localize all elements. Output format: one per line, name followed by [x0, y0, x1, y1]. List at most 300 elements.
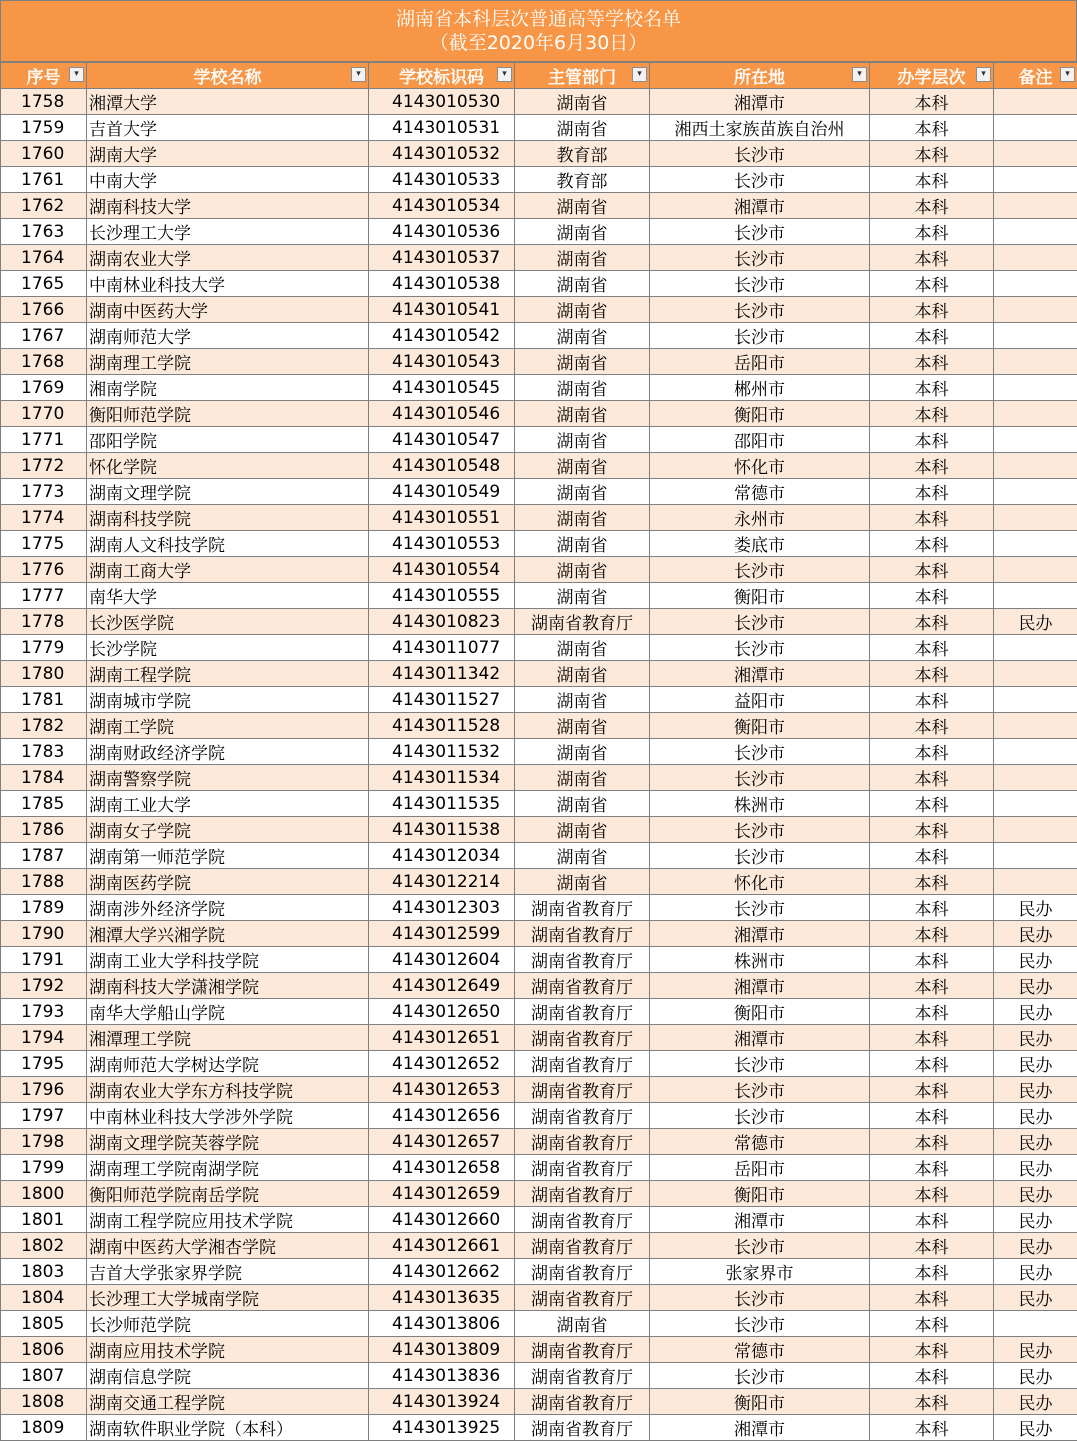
cell-department[interactable]: 湖南省 — [515, 479, 650, 505]
cell-note[interactable]: 民办 — [994, 609, 1077, 635]
cell-note[interactable] — [994, 765, 1077, 791]
cell-level[interactable]: 本科 — [870, 973, 994, 999]
cell-level[interactable]: 本科 — [870, 453, 994, 479]
cell-location[interactable]: 长沙市 — [650, 739, 870, 765]
cell-school-name[interactable]: 中南大学 — [87, 167, 369, 193]
cell-school-name[interactable]: 湘潭大学兴湘学院 — [87, 921, 369, 947]
cell-note[interactable]: 民办 — [994, 1259, 1077, 1285]
cell-level[interactable]: 本科 — [870, 427, 994, 453]
cell-school-code[interactable]: 4143012660 — [369, 1207, 515, 1233]
cell-department[interactable]: 湖南省 — [515, 739, 650, 765]
cell-department[interactable]: 湖南省教育厅 — [515, 1389, 650, 1415]
cell-seq[interactable]: 1805 — [1, 1311, 87, 1337]
cell-level[interactable]: 本科 — [870, 531, 994, 557]
cell-location[interactable]: 娄底市 — [650, 531, 870, 557]
cell-note[interactable] — [994, 869, 1077, 895]
cell-level[interactable]: 本科 — [870, 401, 994, 427]
cell-location[interactable]: 怀化市 — [650, 869, 870, 895]
cell-school-code[interactable]: 4143012658 — [369, 1155, 515, 1181]
cell-department[interactable]: 湖南省 — [515, 583, 650, 609]
cell-school-name[interactable]: 湘潭理工学院 — [87, 1025, 369, 1051]
cell-level[interactable]: 本科 — [870, 1311, 994, 1337]
cell-school-code[interactable]: 4143012599 — [369, 921, 515, 947]
cell-seq[interactable]: 1803 — [1, 1259, 87, 1285]
cell-school-name[interactable]: 衡阳师范学院南岳学院 — [87, 1181, 369, 1207]
cell-department[interactable]: 湖南省教育厅 — [515, 609, 650, 635]
cell-location[interactable]: 长沙市 — [650, 1363, 870, 1389]
cell-level[interactable]: 本科 — [870, 557, 994, 583]
cell-location[interactable]: 湘潭市 — [650, 661, 870, 687]
cell-level[interactable]: 本科 — [870, 1285, 994, 1311]
cell-seq[interactable]: 1783 — [1, 739, 87, 765]
cell-seq[interactable]: 1787 — [1, 843, 87, 869]
cell-school-code[interactable]: 4143012214 — [369, 869, 515, 895]
cell-level[interactable]: 本科 — [870, 661, 994, 687]
cell-school-name[interactable]: 湖南软件职业学院（本科） — [87, 1415, 369, 1441]
cell-note[interactable] — [994, 583, 1077, 609]
cell-seq[interactable]: 1760 — [1, 141, 87, 167]
cell-location[interactable]: 长沙市 — [650, 609, 870, 635]
cell-level[interactable]: 本科 — [870, 713, 994, 739]
cell-seq[interactable]: 1767 — [1, 323, 87, 349]
cell-department[interactable]: 湖南省 — [515, 271, 650, 297]
cell-level[interactable]: 本科 — [870, 1181, 994, 1207]
cell-school-name[interactable]: 长沙学院 — [87, 635, 369, 661]
cell-department[interactable]: 湖南省 — [515, 89, 650, 115]
cell-level[interactable]: 本科 — [870, 999, 994, 1025]
cell-seq[interactable]: 1780 — [1, 661, 87, 687]
cell-department[interactable]: 湖南省 — [515, 401, 650, 427]
cell-school-name[interactable]: 长沙师范学院 — [87, 1311, 369, 1337]
cell-seq[interactable]: 1802 — [1, 1233, 87, 1259]
cell-department[interactable]: 湖南省教育厅 — [515, 1259, 650, 1285]
cell-note[interactable]: 民办 — [994, 999, 1077, 1025]
cell-department[interactable]: 湖南省 — [515, 297, 650, 323]
cell-note[interactable]: 民办 — [994, 1389, 1077, 1415]
cell-school-code[interactable]: 4143012604 — [369, 947, 515, 973]
cell-school-name[interactable]: 湖南文理学院芙蓉学院 — [87, 1129, 369, 1155]
cell-school-name[interactable]: 湖南中医药大学湘杏学院 — [87, 1233, 369, 1259]
cell-department[interactable]: 湖南省教育厅 — [515, 1285, 650, 1311]
cell-department[interactable]: 湖南省 — [515, 557, 650, 583]
cell-level[interactable]: 本科 — [870, 1233, 994, 1259]
cell-note[interactable] — [994, 167, 1077, 193]
cell-note[interactable]: 民办 — [994, 1155, 1077, 1181]
cell-location[interactable]: 长沙市 — [650, 167, 870, 193]
cell-seq[interactable]: 1761 — [1, 167, 87, 193]
cell-note[interactable] — [994, 505, 1077, 531]
cell-level[interactable]: 本科 — [870, 479, 994, 505]
cell-school-name[interactable]: 湖南工商大学 — [87, 557, 369, 583]
cell-seq[interactable]: 1799 — [1, 1155, 87, 1181]
cell-level[interactable]: 本科 — [870, 635, 994, 661]
cell-school-name[interactable]: 湖南医药学院 — [87, 869, 369, 895]
cell-note[interactable] — [994, 245, 1077, 271]
dropdown-filter-icon[interactable]: ▾ — [852, 67, 867, 82]
cell-department[interactable]: 湖南省 — [515, 817, 650, 843]
cell-note[interactable]: 民办 — [994, 1077, 1077, 1103]
cell-note[interactable]: 民办 — [994, 947, 1077, 973]
cell-school-name[interactable]: 湖南科技大学 — [87, 193, 369, 219]
cell-level[interactable]: 本科 — [870, 921, 994, 947]
cell-school-code[interactable]: 4143011538 — [369, 817, 515, 843]
cell-school-name[interactable]: 湖南科技大学潇湘学院 — [87, 973, 369, 999]
cell-location[interactable]: 长沙市 — [650, 1051, 870, 1077]
cell-note[interactable]: 民办 — [994, 973, 1077, 999]
cell-location[interactable]: 株洲市 — [650, 947, 870, 973]
cell-seq[interactable]: 1773 — [1, 479, 87, 505]
cell-level[interactable]: 本科 — [870, 245, 994, 271]
cell-school-name[interactable]: 湘南学院 — [87, 375, 369, 401]
cell-department[interactable]: 湖南省教育厅 — [515, 895, 650, 921]
cell-note[interactable] — [994, 323, 1077, 349]
cell-school-code[interactable]: 4143012653 — [369, 1077, 515, 1103]
cell-level[interactable]: 本科 — [870, 843, 994, 869]
cell-level[interactable]: 本科 — [870, 297, 994, 323]
cell-location[interactable]: 湘潭市 — [650, 1415, 870, 1441]
cell-department[interactable]: 湖南省教育厅 — [515, 1415, 650, 1441]
cell-level[interactable]: 本科 — [870, 1259, 994, 1285]
cell-department[interactable]: 湖南省教育厅 — [515, 921, 650, 947]
cell-seq[interactable]: 1782 — [1, 713, 87, 739]
cell-department[interactable]: 湖南省 — [515, 219, 650, 245]
cell-school-code[interactable]: 4143011527 — [369, 687, 515, 713]
cell-school-name[interactable]: 湖南第一师范学院 — [87, 843, 369, 869]
cell-level[interactable]: 本科 — [870, 1051, 994, 1077]
cell-level[interactable]: 本科 — [870, 1025, 994, 1051]
cell-location[interactable]: 湘潭市 — [650, 193, 870, 219]
cell-department[interactable]: 湖南省 — [515, 349, 650, 375]
cell-school-name[interactable]: 湖南涉外经济学院 — [87, 895, 369, 921]
cell-level[interactable]: 本科 — [870, 1415, 994, 1441]
cell-seq[interactable]: 1795 — [1, 1051, 87, 1077]
cell-note[interactable] — [994, 661, 1077, 687]
cell-seq[interactable]: 1777 — [1, 583, 87, 609]
cell-note[interactable]: 民办 — [994, 1337, 1077, 1363]
cell-school-code[interactable]: 4143010543 — [369, 349, 515, 375]
cell-location[interactable]: 长沙市 — [650, 1103, 870, 1129]
cell-note[interactable] — [994, 375, 1077, 401]
cell-school-name[interactable]: 长沙理工大学城南学院 — [87, 1285, 369, 1311]
cell-school-code[interactable]: 4143010555 — [369, 583, 515, 609]
cell-school-name[interactable]: 湖南科技学院 — [87, 505, 369, 531]
cell-seq[interactable]: 1774 — [1, 505, 87, 531]
cell-location[interactable]: 永州市 — [650, 505, 870, 531]
cell-seq[interactable]: 1790 — [1, 921, 87, 947]
cell-level[interactable]: 本科 — [870, 193, 994, 219]
cell-department[interactable]: 湖南省教育厅 — [515, 999, 650, 1025]
cell-school-code[interactable]: 4143010530 — [369, 89, 515, 115]
cell-note[interactable]: 民办 — [994, 921, 1077, 947]
cell-school-code[interactable]: 4143010537 — [369, 245, 515, 271]
cell-location[interactable]: 常德市 — [650, 479, 870, 505]
cell-seq[interactable]: 1769 — [1, 375, 87, 401]
cell-location[interactable]: 长沙市 — [650, 297, 870, 323]
cell-school-code[interactable]: 4143012656 — [369, 1103, 515, 1129]
cell-school-code[interactable]: 4143010533 — [369, 167, 515, 193]
cell-level[interactable]: 本科 — [870, 167, 994, 193]
cell-note[interactable]: 民办 — [994, 1181, 1077, 1207]
cell-note[interactable]: 民办 — [994, 1051, 1077, 1077]
cell-location[interactable]: 湘潭市 — [650, 1025, 870, 1051]
cell-school-code[interactable]: 4143010823 — [369, 609, 515, 635]
cell-seq[interactable]: 1808 — [1, 1389, 87, 1415]
cell-level[interactable]: 本科 — [870, 739, 994, 765]
cell-school-code[interactable]: 4143012650 — [369, 999, 515, 1025]
cell-school-code[interactable]: 4143010553 — [369, 531, 515, 557]
cell-note[interactable] — [994, 791, 1077, 817]
cell-school-name[interactable]: 邵阳学院 — [87, 427, 369, 453]
cell-department[interactable]: 湖南省教育厅 — [515, 1051, 650, 1077]
cell-location[interactable]: 张家界市 — [650, 1259, 870, 1285]
cell-department[interactable]: 湖南省 — [515, 427, 650, 453]
cell-school-name[interactable]: 湖南工程学院 — [87, 661, 369, 687]
cell-location[interactable]: 长沙市 — [650, 557, 870, 583]
cell-seq[interactable]: 1785 — [1, 791, 87, 817]
cell-school-name[interactable]: 南华大学船山学院 — [87, 999, 369, 1025]
cell-note[interactable]: 民办 — [994, 1129, 1077, 1155]
cell-school-name[interactable]: 湖南女子学院 — [87, 817, 369, 843]
cell-school-code[interactable]: 4143010548 — [369, 453, 515, 479]
cell-location[interactable]: 衡阳市 — [650, 401, 870, 427]
cell-note[interactable] — [994, 115, 1077, 141]
cell-school-code[interactable]: 4143010538 — [369, 271, 515, 297]
cell-department[interactable]: 湖南省教育厅 — [515, 1025, 650, 1051]
cell-department[interactable]: 湖南省 — [515, 115, 650, 141]
cell-level[interactable]: 本科 — [870, 947, 994, 973]
cell-note[interactable] — [994, 739, 1077, 765]
cell-location[interactable]: 湘潭市 — [650, 973, 870, 999]
cell-seq[interactable]: 1801 — [1, 1207, 87, 1233]
cell-school-code[interactable]: 4143012657 — [369, 1129, 515, 1155]
cell-note[interactable] — [994, 557, 1077, 583]
cell-note[interactable] — [994, 297, 1077, 323]
cell-note[interactable]: 民办 — [994, 895, 1077, 921]
cell-school-name[interactable]: 衡阳师范学院 — [87, 401, 369, 427]
cell-note[interactable] — [994, 427, 1077, 453]
cell-department[interactable]: 湖南省教育厅 — [515, 1155, 650, 1181]
cell-school-code[interactable]: 4143012651 — [369, 1025, 515, 1051]
cell-department[interactable]: 湖南省教育厅 — [515, 1363, 650, 1389]
cell-department[interactable]: 湖南省 — [515, 323, 650, 349]
cell-level[interactable]: 本科 — [870, 765, 994, 791]
cell-level[interactable]: 本科 — [870, 817, 994, 843]
cell-level[interactable]: 本科 — [870, 1077, 994, 1103]
cell-department[interactable]: 湖南省 — [515, 375, 650, 401]
cell-level[interactable]: 本科 — [870, 791, 994, 817]
cell-note[interactable] — [994, 349, 1077, 375]
cell-department[interactable]: 湖南省 — [515, 713, 650, 739]
cell-seq[interactable]: 1770 — [1, 401, 87, 427]
cell-school-code[interactable]: 4143011342 — [369, 661, 515, 687]
cell-seq[interactable]: 1763 — [1, 219, 87, 245]
cell-school-name[interactable]: 湖南工业大学科技学院 — [87, 947, 369, 973]
cell-seq[interactable]: 1796 — [1, 1077, 87, 1103]
cell-seq[interactable]: 1772 — [1, 453, 87, 479]
cell-location[interactable]: 长沙市 — [650, 219, 870, 245]
cell-department[interactable]: 湖南省 — [515, 635, 650, 661]
cell-level[interactable]: 本科 — [870, 89, 994, 115]
cell-note[interactable] — [994, 193, 1077, 219]
cell-location[interactable]: 株洲市 — [650, 791, 870, 817]
cell-seq[interactable]: 1776 — [1, 557, 87, 583]
cell-department[interactable]: 教育部 — [515, 167, 650, 193]
cell-seq[interactable]: 1759 — [1, 115, 87, 141]
cell-department[interactable]: 湖南省 — [515, 661, 650, 687]
cell-seq[interactable]: 1765 — [1, 271, 87, 297]
cell-school-name[interactable]: 吉首大学 — [87, 115, 369, 141]
cell-level[interactable]: 本科 — [870, 1155, 994, 1181]
cell-school-code[interactable]: 4143013836 — [369, 1363, 515, 1389]
cell-level[interactable]: 本科 — [870, 687, 994, 713]
cell-note[interactable] — [994, 843, 1077, 869]
cell-level[interactable]: 本科 — [870, 115, 994, 141]
cell-note[interactable] — [994, 401, 1077, 427]
cell-school-name[interactable]: 湖南农业大学东方科技学院 — [87, 1077, 369, 1103]
cell-school-code[interactable]: 4143010547 — [369, 427, 515, 453]
cell-seq[interactable]: 1797 — [1, 1103, 87, 1129]
cell-location[interactable]: 长沙市 — [650, 1285, 870, 1311]
cell-school-code[interactable]: 4143010554 — [369, 557, 515, 583]
cell-note[interactable] — [994, 219, 1077, 245]
dropdown-filter-icon[interactable]: ▾ — [351, 67, 366, 82]
cell-school-code[interactable]: 4143010542 — [369, 323, 515, 349]
cell-school-name[interactable]: 湖南理工学院南湖学院 — [87, 1155, 369, 1181]
cell-seq[interactable]: 1779 — [1, 635, 87, 661]
cell-note[interactable] — [994, 687, 1077, 713]
cell-school-code[interactable]: 4143012652 — [369, 1051, 515, 1077]
cell-location[interactable]: 湘西土家族苗族自治州 — [650, 115, 870, 141]
cell-department[interactable]: 湖南省教育厅 — [515, 1233, 650, 1259]
cell-department[interactable]: 湖南省教育厅 — [515, 1207, 650, 1233]
cell-note[interactable]: 民办 — [994, 1233, 1077, 1259]
cell-level[interactable]: 本科 — [870, 869, 994, 895]
cell-note[interactable] — [994, 89, 1077, 115]
cell-location[interactable]: 邵阳市 — [650, 427, 870, 453]
cell-location[interactable]: 长沙市 — [650, 843, 870, 869]
cell-level[interactable]: 本科 — [870, 219, 994, 245]
cell-note[interactable] — [994, 531, 1077, 557]
cell-level[interactable]: 本科 — [870, 505, 994, 531]
cell-level[interactable]: 本科 — [870, 141, 994, 167]
cell-note[interactable] — [994, 635, 1077, 661]
cell-school-name[interactable]: 湖南大学 — [87, 141, 369, 167]
cell-department[interactable]: 湖南省 — [515, 505, 650, 531]
cell-department[interactable]: 湖南省 — [515, 687, 650, 713]
cell-seq[interactable]: 1788 — [1, 869, 87, 895]
cell-school-code[interactable]: 4143010534 — [369, 193, 515, 219]
cell-seq[interactable]: 1789 — [1, 895, 87, 921]
cell-location[interactable]: 益阳市 — [650, 687, 870, 713]
cell-location[interactable]: 衡阳市 — [650, 713, 870, 739]
cell-seq[interactable]: 1771 — [1, 427, 87, 453]
cell-school-name[interactable]: 湖南财政经济学院 — [87, 739, 369, 765]
cell-school-name[interactable]: 湖南城市学院 — [87, 687, 369, 713]
cell-school-name[interactable]: 湖南师范大学 — [87, 323, 369, 349]
cell-location[interactable]: 湘潭市 — [650, 921, 870, 947]
cell-school-code[interactable]: 4143010536 — [369, 219, 515, 245]
cell-school-code[interactable]: 4143010549 — [369, 479, 515, 505]
cell-seq[interactable]: 1775 — [1, 531, 87, 557]
cell-department[interactable]: 湖南省 — [515, 193, 650, 219]
cell-location[interactable]: 长沙市 — [650, 817, 870, 843]
cell-school-code[interactable]: 4143010541 — [369, 297, 515, 323]
cell-department[interactable]: 湖南省 — [515, 791, 650, 817]
cell-school-code[interactable]: 4143012649 — [369, 973, 515, 999]
cell-seq[interactable]: 1764 — [1, 245, 87, 271]
cell-level[interactable]: 本科 — [870, 1129, 994, 1155]
cell-level[interactable]: 本科 — [870, 271, 994, 297]
cell-school-code[interactable]: 4143012662 — [369, 1259, 515, 1285]
cell-school-name[interactable]: 湖南文理学院 — [87, 479, 369, 505]
cell-school-name[interactable]: 湖南农业大学 — [87, 245, 369, 271]
cell-location[interactable]: 怀化市 — [650, 453, 870, 479]
cell-school-code[interactable]: 4143011077 — [369, 635, 515, 661]
cell-department[interactable]: 湖南省 — [515, 453, 650, 479]
cell-school-name[interactable]: 湖南理工学院 — [87, 349, 369, 375]
cell-seq[interactable]: 1778 — [1, 609, 87, 635]
cell-seq[interactable]: 1798 — [1, 1129, 87, 1155]
cell-school-code[interactable]: 4143011528 — [369, 713, 515, 739]
cell-level[interactable]: 本科 — [870, 349, 994, 375]
cell-department[interactable]: 教育部 — [515, 141, 650, 167]
cell-location[interactable]: 长沙市 — [650, 323, 870, 349]
cell-location[interactable]: 长沙市 — [650, 141, 870, 167]
cell-school-code[interactable]: 4143013635 — [369, 1285, 515, 1311]
cell-department[interactable]: 湖南省教育厅 — [515, 1337, 650, 1363]
cell-department[interactable]: 湖南省 — [515, 531, 650, 557]
cell-note[interactable] — [994, 479, 1077, 505]
cell-location[interactable]: 湘潭市 — [650, 1207, 870, 1233]
cell-school-code[interactable]: 4143011535 — [369, 791, 515, 817]
cell-level[interactable]: 本科 — [870, 375, 994, 401]
cell-note[interactable]: 民办 — [994, 1363, 1077, 1389]
cell-seq[interactable]: 1806 — [1, 1337, 87, 1363]
cell-department[interactable]: 湖南省 — [515, 765, 650, 791]
cell-seq[interactable]: 1784 — [1, 765, 87, 791]
cell-seq[interactable]: 1781 — [1, 687, 87, 713]
cell-school-name[interactable]: 湖南警察学院 — [87, 765, 369, 791]
cell-school-code[interactable]: 4143013809 — [369, 1337, 515, 1363]
cell-department[interactable]: 湖南省教育厅 — [515, 947, 650, 973]
active-filter-icon[interactable]: ▾ — [976, 67, 991, 82]
cell-note[interactable] — [994, 713, 1077, 739]
cell-department[interactable]: 湖南省 — [515, 1311, 650, 1337]
cell-school-name[interactable]: 湖南工程学院应用技术学院 — [87, 1207, 369, 1233]
cell-school-code[interactable]: 4143010546 — [369, 401, 515, 427]
cell-location[interactable]: 长沙市 — [650, 895, 870, 921]
cell-location[interactable]: 长沙市 — [650, 1233, 870, 1259]
cell-school-code[interactable]: 4143010531 — [369, 115, 515, 141]
cell-note[interactable]: 民办 — [994, 1285, 1077, 1311]
cell-level[interactable]: 本科 — [870, 1363, 994, 1389]
cell-school-code[interactable]: 4143011532 — [369, 739, 515, 765]
cell-school-code[interactable]: 4143012659 — [369, 1181, 515, 1207]
cell-department[interactable]: 湖南省教育厅 — [515, 1077, 650, 1103]
dropdown-filter-icon[interactable]: ▾ — [632, 67, 647, 82]
cell-department[interactable]: 湖南省 — [515, 245, 650, 271]
cell-location[interactable]: 衡阳市 — [650, 1389, 870, 1415]
cell-school-name[interactable]: 中南林业科技大学 — [87, 271, 369, 297]
cell-school-code[interactable]: 4143013924 — [369, 1389, 515, 1415]
cell-school-name[interactable]: 湖南人文科技学院 — [87, 531, 369, 557]
cell-seq[interactable]: 1800 — [1, 1181, 87, 1207]
cell-level[interactable]: 本科 — [870, 1389, 994, 1415]
cell-location[interactable]: 岳阳市 — [650, 1155, 870, 1181]
cell-location[interactable]: 长沙市 — [650, 1077, 870, 1103]
cell-seq[interactable]: 1758 — [1, 89, 87, 115]
cell-location[interactable]: 长沙市 — [650, 245, 870, 271]
